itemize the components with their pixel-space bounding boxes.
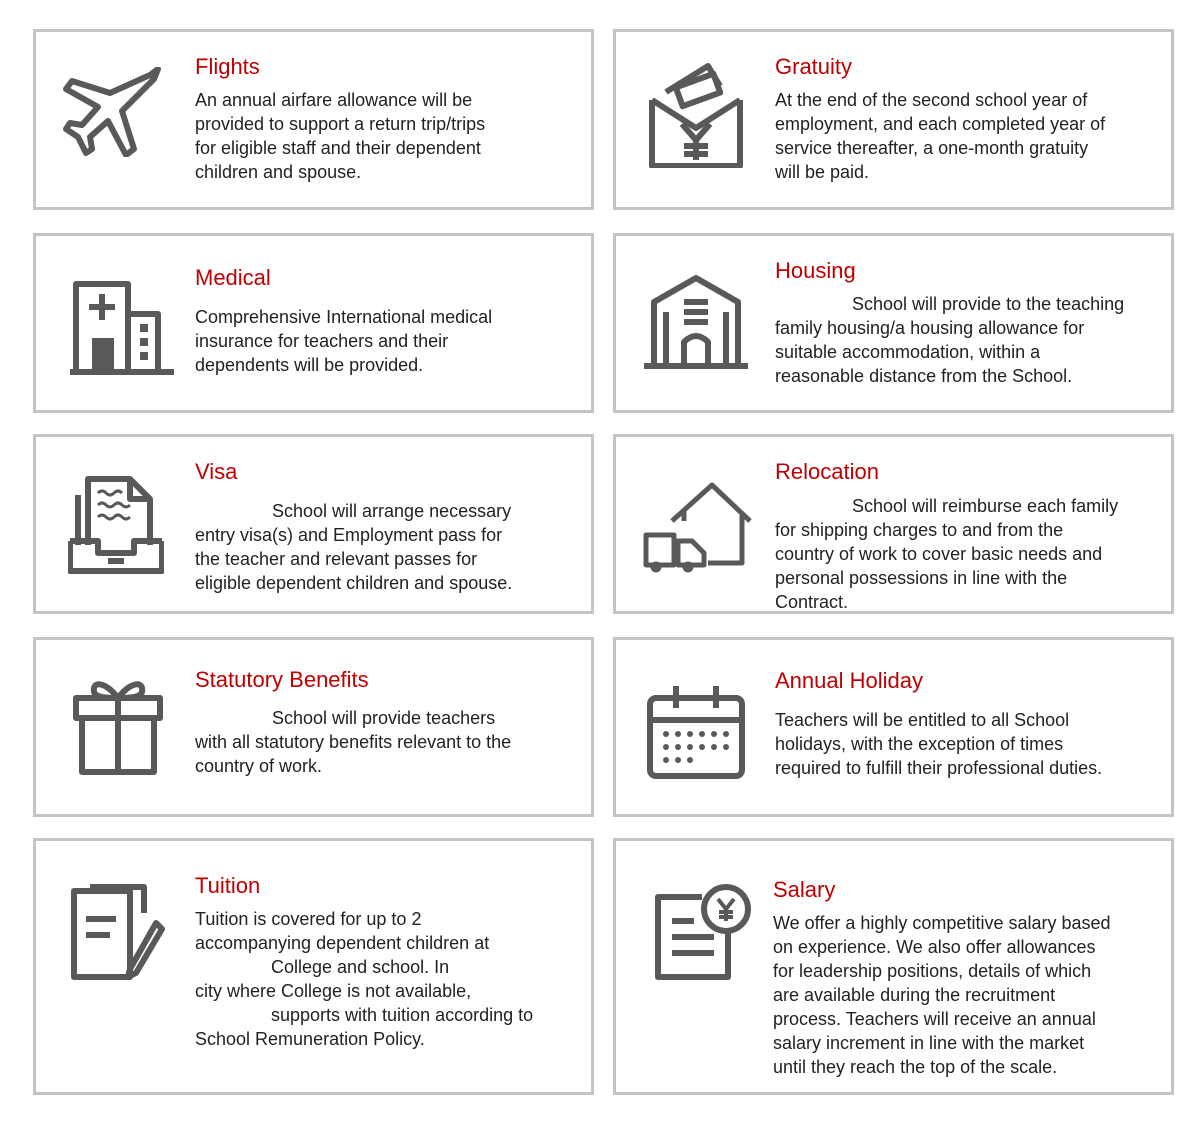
card-description: Tuition is covered for up to 2 accompanying dependent children at College and school. In city where College is not available, supports with tuition according to School Remuneration Policy. bbox=[195, 909, 534, 1049]
benefit-card-annual-holiday bbox=[613, 637, 1174, 817]
benefit-card-tuition bbox=[33, 838, 594, 1095]
card-title: Gratuity bbox=[775, 54, 853, 79]
card-description: An annual airfare allowance will be provided to support a return trip/trips for eligible staff and their dependent children and spouse. bbox=[195, 90, 486, 182]
card-title: Medical bbox=[195, 265, 271, 290]
card-title: Annual Holiday bbox=[775, 668, 923, 693]
document-tray-icon bbox=[68, 475, 164, 575]
card-title: Flights bbox=[195, 54, 260, 79]
card-description: School will provide to the teaching family housing/a housing allowance for suitable accommodation, within a reasonable distance from the School. bbox=[775, 294, 1125, 386]
benefit-card-salary bbox=[613, 838, 1174, 1095]
card-description: School will arrange necessary entry visa(s) and Employment pass for the teacher and relevant passes for eligible dependent children and spouse. bbox=[195, 501, 513, 593]
card-description: Teachers will be entitled to all School holidays, with the exception of times required to fulfill their professional duties. bbox=[775, 710, 1103, 778]
card-description: We offer a highly competitive salary based on experience. We also offer allowances for leadership positions, details of which are available during the recruitment process. Teachers will receive an annual salary increment in line with the market until they reach the top of the scale. bbox=[773, 913, 1111, 1077]
card-title: Housing bbox=[775, 258, 856, 283]
card-title: Salary bbox=[773, 877, 836, 902]
card-title: Relocation bbox=[775, 459, 879, 484]
calendar-icon bbox=[646, 684, 746, 780]
gift-icon bbox=[72, 678, 164, 776]
building-icon bbox=[642, 272, 750, 370]
card-title: Visa bbox=[195, 459, 238, 484]
benefit-card-flights bbox=[33, 29, 594, 210]
yen-document-icon bbox=[652, 881, 752, 981]
benefit-card-statutory-benefits bbox=[33, 637, 594, 817]
benefit-card-medical bbox=[33, 233, 594, 413]
benefit-card-housing bbox=[613, 233, 1174, 413]
yen-envelope-icon bbox=[648, 62, 744, 168]
card-title: Tuition bbox=[195, 873, 261, 898]
benefit-card-visa bbox=[33, 434, 594, 614]
house-truck-icon bbox=[642, 481, 752, 573]
card-description: Comprehensive International medical insurance for teachers and their dependents will be provided. bbox=[195, 307, 493, 375]
card-title: Statutory Benefits bbox=[195, 667, 369, 692]
card-description: School will reimburse each family for shipping charges to and from the country of work to cover basic needs and personal possessions in line with the Contract. bbox=[775, 496, 1119, 612]
card-description: School will provide teachers with all statutory benefits relevant to the country of work. bbox=[195, 708, 512, 776]
hospital-icon bbox=[70, 280, 174, 376]
airplane-icon bbox=[62, 67, 162, 157]
benefit-card-relocation bbox=[613, 434, 1174, 614]
notebook-pencil-icon bbox=[70, 883, 170, 983]
benefit-card-gratuity bbox=[613, 29, 1174, 210]
card-description: At the end of the second school year of employment, and each completed year of service thereafter, a one-month gratuity will be paid. bbox=[775, 90, 1106, 182]
